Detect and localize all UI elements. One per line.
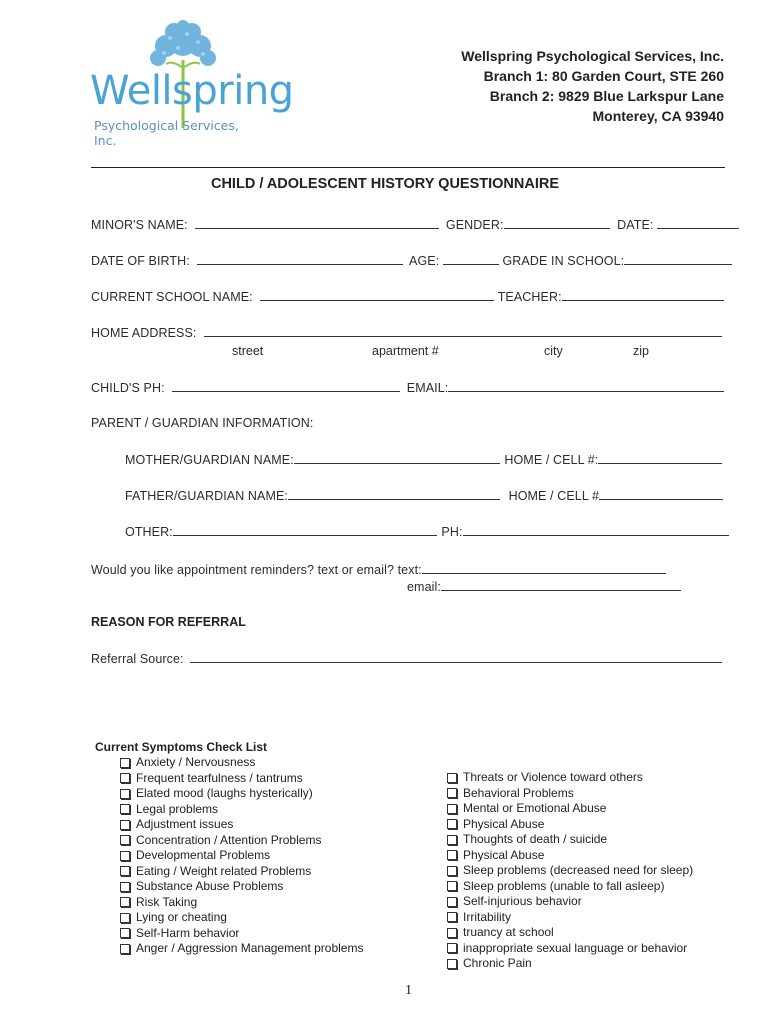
- checklist-item[interactable]: [120, 848, 363, 864]
- checklist-item[interactable]: [120, 786, 363, 802]
- checklist-label: Anger / Aggression Management problems: [136, 941, 364, 955]
- checklist-label: Self-Harm behavior: [136, 925, 240, 940]
- header-line: Monterey, CA 93940: [592, 108, 724, 124]
- checklist-item[interactable]: [120, 802, 363, 818]
- checklist-label: Self-injurious behavior: [463, 894, 582, 908]
- checklist-item[interactable]: [120, 771, 363, 787]
- page-title: CHILD / ADOLESCENT HISTORY QUESTIONNAIRE: [210, 176, 560, 192]
- father-label: FATHER/GUARDIAN NAME:: [125, 489, 288, 503]
- checklist-item[interactable]: [447, 848, 693, 864]
- row-address: [91, 325, 722, 340]
- row-childs-ph: [91, 380, 724, 395]
- referral-heading: REASON FOR REFERRAL: [91, 615, 246, 629]
- checklist-label: Concentration / Attention Problems: [136, 832, 322, 847]
- row-father: [125, 488, 723, 503]
- addr-city-caption: city: [544, 344, 563, 358]
- minors-name-line: [195, 217, 439, 229]
- reminders-text-line: [422, 562, 666, 574]
- checklist-item[interactable]: [120, 833, 363, 849]
- addr-zip-caption: zip: [633, 344, 649, 358]
- checklist-item[interactable]: [120, 910, 363, 926]
- date-label: DATE:: [617, 218, 654, 232]
- reminders-label: Would you like appointment reminders? text or email? text:: [91, 563, 422, 577]
- checkbox-icon[interactable]: [447, 959, 457, 969]
- checklist-item[interactable]: [447, 832, 693, 848]
- checkbox-icon[interactable]: [447, 819, 457, 829]
- checkbox-icon[interactable]: [447, 804, 457, 814]
- gender-line: [504, 217, 610, 229]
- checklist-item[interactable]: [447, 894, 693, 910]
- checklist-label: Developmental Problems: [136, 848, 271, 862]
- teacher-line: [562, 289, 724, 301]
- date-line: [657, 217, 739, 229]
- checklist-label: Physical Abuse: [463, 847, 545, 862]
- email-label: EMAIL:: [406, 381, 449, 395]
- page-number: 1: [405, 983, 412, 998]
- minors-name-label: MINOR'S NAME:: [91, 218, 188, 232]
- checkbox-icon[interactable]: [120, 789, 130, 799]
- symptoms-left-column: [120, 755, 363, 957]
- checklist-label: Irritability: [463, 909, 512, 924]
- other-line: [173, 524, 437, 536]
- checklist-label: Sleep problems (decreased need for sleep): [463, 863, 694, 877]
- logo: [88, 20, 294, 148]
- checklist-label: Threats or Violence toward others: [463, 770, 643, 784]
- checkbox-icon[interactable]: [447, 928, 457, 938]
- checklist-label: Sleep problems (unable to fall asleep): [463, 878, 665, 893]
- checkbox-icon[interactable]: [447, 866, 457, 876]
- checkbox-icon[interactable]: [447, 881, 457, 891]
- checkbox-icon[interactable]: [120, 758, 130, 768]
- grade-label: GRADE IN SCHOOL:: [502, 254, 625, 268]
- father-line: [288, 488, 500, 500]
- age-label: AGE:: [409, 254, 440, 268]
- father-cell-label: HOME / CELL #: [508, 489, 600, 503]
- row-reminders: [91, 562, 666, 577]
- checklist-label: truancy at school: [463, 925, 554, 939]
- checklist-label: Adjustment issues: [136, 817, 234, 831]
- row-school: [91, 289, 724, 304]
- checklist-item[interactable]: [447, 925, 693, 941]
- checklist-item[interactable]: [120, 941, 363, 957]
- addr-street-caption: street: [232, 344, 264, 358]
- checkbox-icon[interactable]: [447, 897, 457, 907]
- checklist-item[interactable]: [447, 863, 693, 879]
- addr-apt-caption: apartment #: [372, 344, 439, 358]
- checklist-label: Thoughts of death / suicide: [463, 832, 608, 846]
- checklist-label: Eating / Weight related Problems: [136, 863, 312, 878]
- checkbox-icon[interactable]: [447, 850, 457, 860]
- childs-ph-label: CHILD'S PH:: [91, 381, 165, 395]
- checklist-label: inappropriate sexual language or behavior: [463, 940, 688, 955]
- teacher-label: TEACHER:: [497, 290, 562, 304]
- row-minor: [91, 217, 739, 232]
- checkbox-icon[interactable]: [120, 944, 130, 954]
- checklist-label: Legal problems: [136, 801, 219, 816]
- checkbox-icon[interactable]: [120, 897, 130, 907]
- logo-wordmark: Wellspring: [90, 68, 294, 114]
- father-cell-line: [599, 488, 723, 500]
- checkbox-icon[interactable]: [447, 835, 457, 845]
- symptoms-right-column: [447, 770, 693, 972]
- header-address: [461, 46, 724, 126]
- dob-line: [197, 253, 403, 265]
- checkbox-icon[interactable]: [120, 804, 130, 814]
- row-referral-source: [91, 651, 722, 666]
- parent-info-heading: PARENT / GUARDIAN INFORMATION:: [91, 416, 314, 430]
- checklist-item[interactable]: [447, 956, 693, 972]
- checkbox-icon[interactable]: [447, 943, 457, 953]
- checkbox-icon[interactable]: [120, 928, 130, 938]
- checklist-label: Chronic Pain: [463, 956, 532, 970]
- symptoms-heading: Current Symptoms Check List: [95, 740, 268, 754]
- checkbox-icon[interactable]: [120, 851, 130, 861]
- checklist-item[interactable]: [120, 895, 363, 911]
- age-line: [443, 253, 499, 265]
- checklist-item[interactable]: [447, 910, 693, 926]
- other-label: OTHER:: [125, 525, 173, 539]
- checklist-label: Substance Abuse Problems: [136, 879, 284, 893]
- checklist-item[interactable]: [120, 926, 363, 942]
- checklist-label: Anxiety / Nervousness: [136, 755, 256, 769]
- checklist-label: Lying or cheating: [136, 910, 227, 924]
- checklist-item[interactable]: [447, 770, 693, 786]
- school-label: CURRENT SCHOOL NAME:: [91, 290, 253, 304]
- header-line: Branch 2: 9829 Blue Larkspur Lane: [489, 88, 724, 104]
- checklist-item[interactable]: [120, 879, 363, 895]
- checkbox-icon[interactable]: [447, 773, 457, 783]
- referral-source-line: [190, 651, 722, 663]
- grade-line: [624, 253, 732, 265]
- checklist-item[interactable]: [447, 879, 693, 895]
- checklist-item[interactable]: [120, 755, 363, 771]
- checklist-item[interactable]: [120, 817, 363, 833]
- checkbox-icon[interactable]: [120, 820, 130, 830]
- checklist-item[interactable]: [447, 817, 693, 833]
- checkbox-icon[interactable]: [447, 788, 457, 798]
- reminders-email-line: [441, 579, 681, 591]
- header-line: Wellspring Psychological Services, Inc.: [461, 48, 724, 64]
- header-divider: [91, 167, 725, 168]
- home-address-line: [204, 325, 722, 337]
- checklist-label: Frequent tearfulness / tantrums: [136, 770, 303, 785]
- checkbox-icon[interactable]: [120, 835, 130, 845]
- other-ph-label: PH:: [441, 525, 463, 539]
- other-ph-line: [463, 524, 729, 536]
- childs-ph-line: [172, 380, 400, 392]
- checkbox-icon[interactable]: [120, 773, 130, 783]
- logo-tagline: Psychological Services, Inc.: [94, 118, 239, 148]
- checklist-label: Risk Taking: [136, 894, 198, 909]
- row-dob: [91, 253, 732, 268]
- home-address-label: HOME ADDRESS:: [91, 326, 197, 340]
- checkbox-icon[interactable]: [120, 882, 130, 892]
- checkbox-icon[interactable]: [120, 866, 130, 876]
- row-mother: [125, 452, 722, 467]
- dob-label: DATE OF BIRTH:: [91, 254, 190, 268]
- mother-cell-label: HOME / CELL #:: [504, 453, 599, 467]
- checklist-label: Behavioral Problems: [463, 785, 574, 800]
- gender-label: GENDER:: [445, 218, 504, 232]
- mother-line: [294, 452, 500, 464]
- email-line: [448, 380, 724, 392]
- checklist-label: Physical Abuse: [463, 816, 545, 831]
- checklist-label: Mental or Emotional Abuse: [463, 801, 607, 815]
- checklist-item[interactable]: [447, 786, 693, 802]
- mother-cell-line: [598, 452, 722, 464]
- row-reminders-email: [407, 579, 681, 594]
- row-other: [125, 524, 729, 539]
- header-line: Branch 1: 80 Garden Court, STE 260: [483, 68, 724, 84]
- checkbox-icon[interactable]: [120, 913, 130, 923]
- checklist-item[interactable]: [447, 941, 693, 957]
- reminders-email-label: email:: [407, 580, 441, 594]
- checkbox-icon[interactable]: [447, 912, 457, 922]
- school-line: [260, 289, 494, 301]
- checklist-label: Elated mood (laughs hysterically): [136, 786, 313, 800]
- checklist-item[interactable]: [447, 801, 693, 817]
- referral-source-label: Referral Source:: [91, 652, 184, 666]
- checklist-item[interactable]: [120, 864, 363, 880]
- mother-label: MOTHER/GUARDIAN NAME:: [125, 453, 294, 467]
